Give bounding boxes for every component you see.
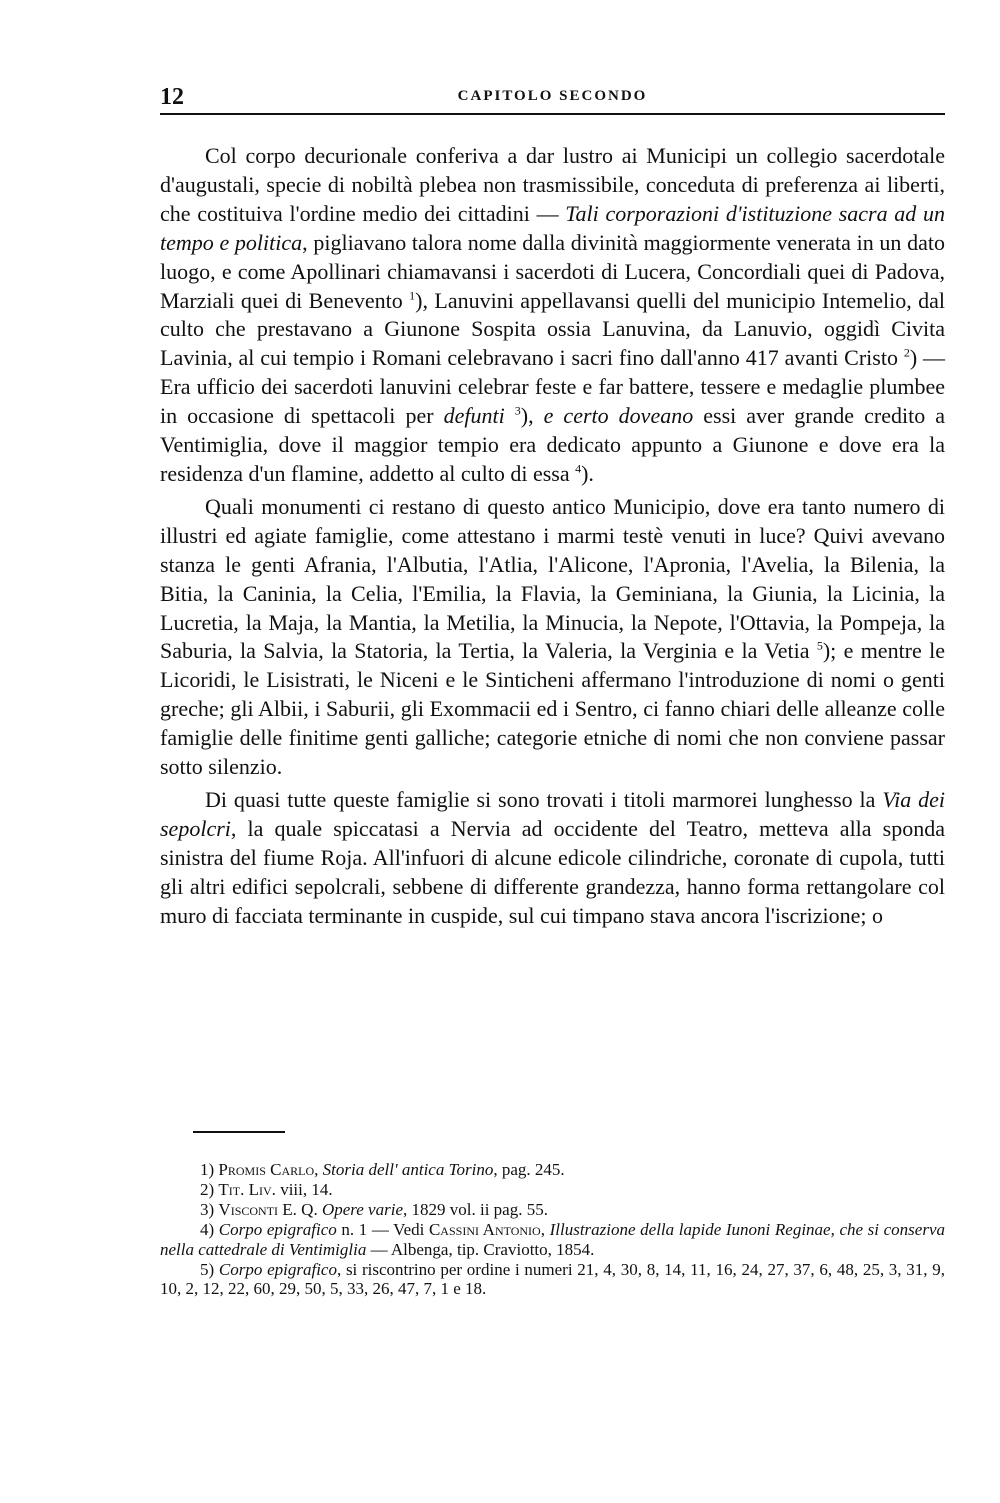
footnote-title: Corpo epigrafico xyxy=(218,1259,337,1279)
text-run: , si riscontrino per ordine i numeri 21, 4, 30, 8, 14, 11, 16, 24, 27, 37, 6, 48, 25, 3, 31, 9, 10, 2, 12, 22, 60, 29, 50, 5, 33, 26, 47, 7, 1 e 18. xyxy=(160,1259,946,1299)
footnote-title: Corpo epigrafico xyxy=(218,1219,337,1239)
italic-run: e certo doveano xyxy=(543,403,694,429)
footnote-title: Storia dell' antica Torino xyxy=(322,1160,494,1179)
footnote-author: Cassini Antonio xyxy=(428,1219,541,1239)
footnote-author: Promis Carlo xyxy=(218,1160,315,1179)
header-rule xyxy=(160,113,945,115)
footnote-5 xyxy=(160,1260,945,1300)
text-run: ), xyxy=(520,403,544,429)
text-run: viii, 14. xyxy=(275,1179,333,1199)
footnote-ref-4: 4 xyxy=(575,461,582,476)
footnote-2 xyxy=(160,1180,945,1200)
text-run: , pigliavano talora nome dalla divinità maggiormente venerata in un dato luogo, e come Apollinari chiamavansi i sacerdoti di Lucera, Concordiali quei di Padova, Marziali quei di Benevento xyxy=(160,229,945,313)
footnote-author: Tit. Liv. xyxy=(218,1179,276,1199)
italic-run: defunti xyxy=(443,403,505,429)
text-run: — Albenga, tip. Craviotto, 1854. xyxy=(366,1239,595,1259)
text-run: essi aver grande credito a Ventimiglia, dove il maggior tempio era dedicato appunto a Giunone e dove era la residenza d'un flamine, addetto al culto di essa xyxy=(160,403,946,486)
text-run: , pag. 245. xyxy=(493,1160,565,1179)
italic-run: Tali corporazioni d'istituzione sacra ad un tempo e politica xyxy=(160,200,946,255)
text-run: ); e mentre le Licoridi, le Lisistrati, le Niceni e le Sinticheni affermano l'introduzione di nomi o genti greche; gli Albii, i Saburii, gli Exommacii ed i Sentro, ci fanno chiari delle alleanze colle famiglie delle finitime genti galliche; categorie etniche di nomi che non conviene passar sotto silenzio. xyxy=(160,638,945,780)
footnote-number: 1) xyxy=(200,1160,215,1179)
footnote-author: Visconti E. Q. xyxy=(218,1199,318,1219)
text-run: Di quasi tutte queste famiglie si sono trovati i titoli marmorei lunghesso la xyxy=(205,786,883,812)
footnote-4 xyxy=(160,1220,945,1260)
footnote-ref-1: 1 xyxy=(409,288,416,303)
footnote-number: 5) xyxy=(200,1259,215,1279)
footnotes xyxy=(160,1160,945,1299)
footnote-number: 2) xyxy=(200,1179,215,1199)
footnote-title: Illustrazione della lapide Iunoni Reginae, che si conserva nella cattedrale di Ventimiglia xyxy=(160,1219,946,1259)
footnote-number: 3) xyxy=(200,1199,215,1219)
footnote-ref-5: 5 xyxy=(816,639,823,654)
italic-run: Via dei sepolcri xyxy=(160,786,946,841)
text-run: ), Lanuvini appellavansi quelli del municipio Intemelio, dal culto che prestavano a Giunone Sospita ossia Lanuvina, da Lanuvio, oggidì Civita Lavinia, al cui tempio i Romani celebravano i sacri fino dall'anno 417 avanti Cristo xyxy=(160,287,945,371)
text-run: , 1829 vol. ii pag. 55. xyxy=(403,1199,548,1219)
text-run: ) — Era ufficio dei sacerdoti lanuvini celebrar feste e far battere, tessere e medaglie plumbee in occasione di spettacoli per xyxy=(160,345,945,429)
text-run: Col corpo decurionale conferiva a dar lustro ai Municipi un collegio sacerdotale d'augustali, specie di nobiltà plebea non trasmissibile, conceduta di preferenza ai liberti, che costituiva l'ordine medio dei cittadini — xyxy=(160,143,945,226)
main-text xyxy=(160,142,945,934)
text-run: , xyxy=(540,1219,550,1239)
footnote-rule xyxy=(193,1131,285,1133)
footnote-ref-2: 2 xyxy=(903,346,910,361)
text-run: ). xyxy=(581,460,594,486)
paragraph-1 xyxy=(160,142,945,489)
footnote-title: Opere varie xyxy=(321,1199,403,1219)
text-run xyxy=(505,403,515,428)
footnote-1 xyxy=(160,1160,945,1180)
text-run: , xyxy=(314,1160,323,1179)
page-header xyxy=(160,84,945,112)
page-number: 12 xyxy=(160,84,184,110)
paragraph-2 xyxy=(160,493,945,782)
text-run: , la quale spiccatasi a Nervia ad occidente del Teatro, metteva alla sponda sinistra del fiume Roja. All'infuori di alcune edicole cilindriche, coronate di cupola, tutti gli altri edifici sepolcrali, sebbene di differente grandezza, hanno forma rettangolare col muro di facciata terminante in cuspide, sul cui timpano stava ancora l'iscrizione; o xyxy=(160,815,945,928)
paragraph-3 xyxy=(160,786,945,931)
footnote-3 xyxy=(160,1200,945,1220)
footnote-number: 4) xyxy=(200,1219,215,1239)
text-run: n. 1 — Vedi xyxy=(336,1219,429,1239)
footnote-ref-3: 3 xyxy=(514,403,521,418)
text-run: Quali monumenti ci restano di questo antico Municipio, dove era tanto numero di illustri ed agiate famiglie, come attestano i marmi testè venuti in luce? Quivi avevano stanza le genti Afrania, l'Albutia, l'Atlia, l'Alicone, l'Apronia, l'Avelia, la Bilenia, la Bitia, la Caninia, la Celia, l'Emilia, la Flavia, la Geminiana, la Giunia, la Licinia, la Lucretia, la Maja, la Mantia, la Metilia, la Minucia, la Nepote, l'Ottavia, la Pompeja, la Saburia, la Salvia, la Statoria, la Tertia, la Valeria, la Verginia e la Vetia xyxy=(160,493,945,664)
running-title: CAPITOLO SECONDO xyxy=(457,88,648,104)
